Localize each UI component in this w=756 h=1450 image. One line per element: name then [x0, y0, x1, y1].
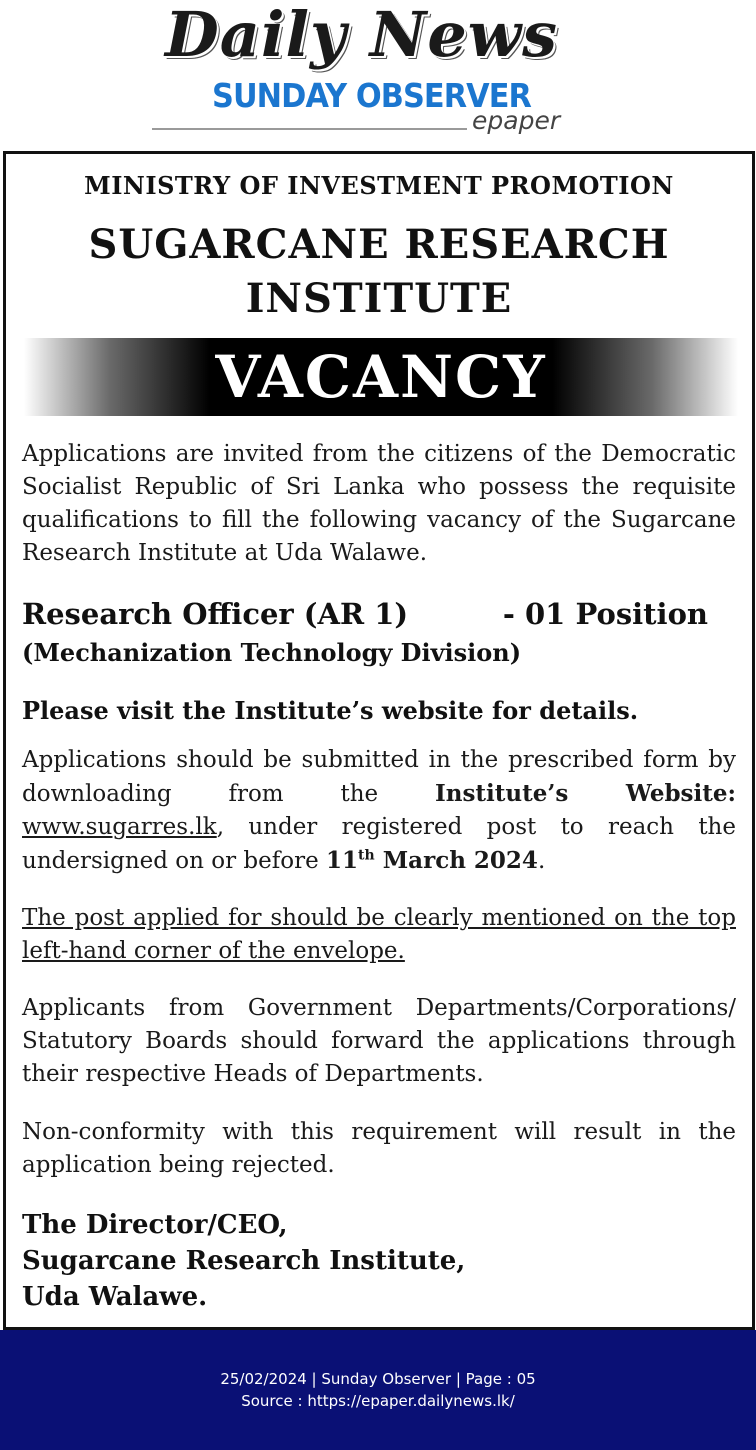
government-applicants-note: Applicants from Government Departments/Corporations/ Statutory Boards should forward the applications through their respective Heads of Departments.: [22, 995, 736, 1087]
logo-divider: [152, 128, 467, 130]
visit-website-notice: Please visit the Institute’s website for details.: [22, 696, 639, 725]
envelope-note: The post applied for should be clearly mentioned on the top left-hand corner of the envelope.: [22, 905, 736, 964]
rejection-note: Non-conformity with this requirement will result in the application being rejected.: [22, 1119, 736, 1178]
institute-heading: [6, 218, 752, 326]
website-label: Institute’s Website:: [434, 780, 736, 807]
signature-line: Uda Walawe.: [22, 1282, 208, 1312]
vacancy-advertisement: [3, 151, 755, 1330]
submission-text-2: , under registered post to reach the undersigned on or before: [22, 814, 736, 874]
daily-news-logo: Daily News: [165, 0, 559, 71]
masthead: [0, 0, 756, 150]
deadline-suffix: th: [358, 847, 375, 864]
sunday-observer-logo: SUNDAY OBSERVER: [212, 76, 532, 115]
epaper-tagline: epaper: [472, 106, 561, 135]
post-title-line: [22, 596, 736, 632]
post-division: (Mechanization Technology Division): [22, 638, 522, 667]
vacancy-banner-text: VACANCY: [215, 343, 547, 411]
website-link[interactable]: www.sugarres.lk: [22, 814, 217, 840]
submission-text-1: Applications should be submitted in the prescribed form by downloading from the: [22, 747, 736, 807]
intro-paragraph: Applications are invited from the citizens of the Democratic Socialist Republic of Sri Lanka who possess the requisite qualifications to fill the following vacancy of the Sugarcane Research Institute at Uda Walawe.: [22, 441, 736, 566]
deadline-date: [326, 847, 538, 874]
publication-info: 25/02/2024 | Sunday Observer | Page : 05: [220, 1370, 536, 1388]
signature-line: The Director/CEO,: [22, 1210, 288, 1240]
deadline-day: 11: [326, 847, 359, 874]
post-title: Research Officer (AR 1): [22, 597, 409, 631]
submission-end: .: [537, 848, 546, 874]
source-footer: [0, 1330, 756, 1450]
source-url[interactable]: Source : https://epaper.dailynews.lk/: [241, 1392, 515, 1410]
submission-paragraph: [22, 744, 736, 878]
post-count: - 01 Position: [502, 597, 708, 631]
signature-block: [22, 1207, 465, 1315]
deadline-month-year: March 2024: [374, 847, 538, 874]
vacancy-banner: [24, 338, 738, 416]
signature-line: Sugarcane Research Institute,: [22, 1246, 466, 1276]
ministry-heading: MINISTRY OF INVESTMENT PROMOTION: [84, 171, 674, 200]
institute-heading-line1: SUGARCANE RESEARCH: [88, 221, 670, 268]
institute-heading-line2: INSTITUTE: [245, 275, 513, 322]
